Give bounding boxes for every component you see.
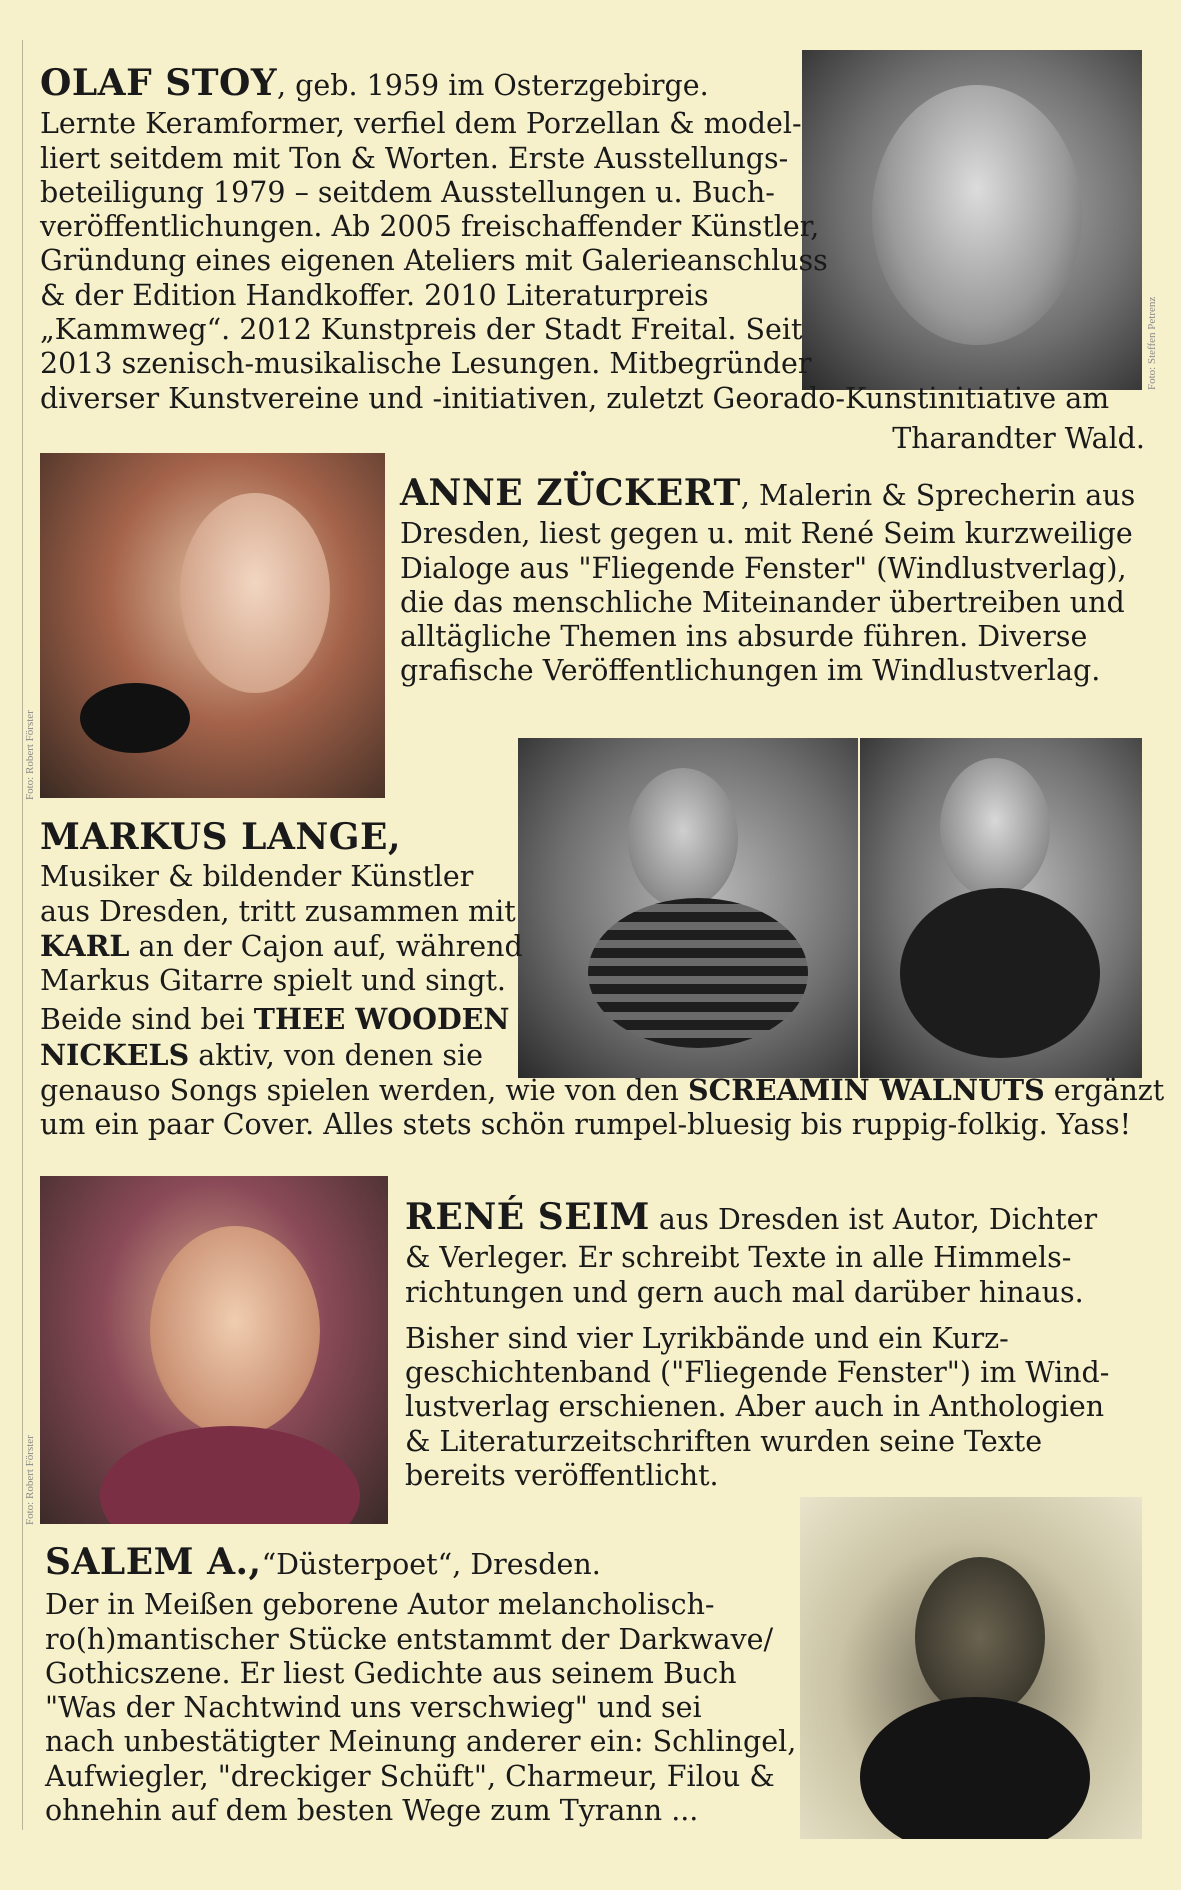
bio-line: Dialoge aus "Fliegende Fenster" (Windlustverlag), <box>400 551 1127 585</box>
bio-line: KARL an der Cajon auf, während <box>40 928 523 963</box>
bio-line: Gründung eines eigenen Ateliers mit Galerieanschluss <box>40 244 828 278</box>
olaf-photo-credit: Foto: Steffen Petrenz <box>1146 296 1158 390</box>
bio-line: Lernte Keramformer, verfiel dem Porzellan & model- <box>40 107 802 141</box>
olaf-stoy-name: OLAF STOY <box>40 62 278 104</box>
anne-heading: ANNE ZÜCKERT, Malerin & Sprecherin aus <box>400 472 1136 514</box>
anne-zueckert-photo <box>40 453 385 798</box>
salem-a-photo <box>800 1497 1142 1839</box>
bio-line: um ein paar Cover. Alles stets schön rumpel-bluesig bis ruppig-folkig. Yass! <box>40 1108 1132 1142</box>
bio-line: 2013 szenisch-musikalische Lesungen. Mitbegründer <box>40 347 812 381</box>
markus-lange-bio <box>40 816 1165 1143</box>
bio-line: bereits veröffentlicht. <box>405 1459 719 1493</box>
bio-line: Dresden, liest gegen u. mit René Seim kurzweilige <box>400 517 1133 551</box>
anne-zueckert-name: ANNE ZÜCKERT <box>400 472 741 514</box>
bio-line: Aufwiegler, "dreckiger Schüft", Charmeur, Filou & <box>45 1759 775 1793</box>
bio-line: & der Edition Handkoffer. 2010 Literaturpreis <box>40 278 709 312</box>
bio-line: Bisher sind vier Lyrikbände und ein Kurz- <box>405 1321 1009 1355</box>
bio-line: ro(h)mantischer Stücke entstammt der Darkwave/ <box>45 1622 774 1656</box>
rene-seim-name: RENÉ SEIM <box>405 1196 650 1238</box>
olaf-heading: OLAF STOY, geb. 1959 im Osterzgebirge. <box>40 62 709 104</box>
bio-line: grafische Veröffentlichungen im Windlustverlag. <box>400 654 1101 688</box>
bio-line: genauso Songs spielen werden, wie von den SCREAMIN WALNUTS ergänzt <box>40 1073 1165 1108</box>
bio-line: Der in Meißen geborene Autor melancholisch- <box>45 1588 715 1622</box>
salem-a-bio <box>45 1541 797 1828</box>
olaf-last-line: Tharandter Wald. <box>892 422 1145 455</box>
bio-line: Markus Gitarre spielt und singt. <box>40 964 506 998</box>
bio-line: „Kammweg“. 2012 Kunstpreis der Stadt Freital. Seit <box>40 313 803 347</box>
karl-name: KARL <box>40 928 130 963</box>
bio-line: Beide sind bei THEE WOODEN <box>40 1002 510 1037</box>
anne-zueckert-bio <box>400 472 1136 689</box>
salem-heading: SALEM A.,“Düsterpoet“, Dresden. <box>45 1541 601 1583</box>
salem-a-name: SALEM A., <box>45 1541 262 1583</box>
bio-line: aus Dresden, tritt zusammen mit <box>40 894 516 928</box>
bio-line: alltägliche Themen ins absurde führen. Diverse <box>400 620 1088 654</box>
bio-line: Gothicszene. Er liest Gedichte aus seinem Buch <box>45 1656 737 1690</box>
bio-line: geschichtenband ("Fliegende Fenster") im Wind- <box>405 1356 1110 1390</box>
bio-line: beteiligung 1979 – seitdem Ausstellungen u. Buch- <box>40 175 775 209</box>
bio-line: veröffentlichungen. Ab 2005 freischaffender Künstler, <box>40 210 820 244</box>
bio-line: Musiker & bildender Künstler <box>40 860 474 894</box>
band-name: NICKELS <box>40 1037 190 1072</box>
band-name: THEE WOODEN <box>253 1002 510 1037</box>
rene-heading: RENÉ SEIM aus Dresden ist Autor, Dichter <box>405 1196 1098 1238</box>
bio-line: "Was der Nachtwind uns verschwieg" und sei <box>45 1691 702 1725</box>
rene-seim-bio <box>405 1196 1110 1493</box>
left-margin-rule <box>22 40 23 1830</box>
bio-line: lustverlag erschienen. Aber auch in Anthologien <box>405 1390 1105 1424</box>
bio-line: NICKELS aktiv, von denen sie <box>40 1037 483 1072</box>
bio-line: liert seitdem mit Ton & Worten. Erste Ausstellungs- <box>40 141 789 175</box>
bio-line: diverser Kunstvereine und -initiativen, zuletzt Georado-Kunstinitiative am <box>40 381 1110 415</box>
bio-line: & Literaturzeitschriften wurden seine Texte <box>405 1424 1043 1458</box>
anne-photo-credit: Foto: Robert Förster <box>24 710 36 800</box>
bio-line: nach unbestätigter Meinung anderer ein: Schlingel, <box>45 1725 797 1759</box>
bio-line: & Verleger. Er schreibt Texte in alle Himmels- <box>405 1241 1072 1275</box>
rene-photo-credit: Foto: Robert Förster <box>24 1435 36 1525</box>
rene-seim-photo <box>40 1176 388 1524</box>
olaf-stoy-bio <box>40 62 1110 416</box>
markus-lange-name: MARKUS LANGE, <box>40 816 401 858</box>
bio-line: ohnehin auf dem besten Wege zum Tyrann ... <box>45 1794 699 1828</box>
band-name: SCREAMIN WALNUTS <box>687 1073 1045 1108</box>
bio-line: die das menschliche Miteinander übertreiben und <box>400 585 1125 619</box>
bio-line: richtungen und gern auch mal darüber hinaus. <box>405 1275 1084 1309</box>
